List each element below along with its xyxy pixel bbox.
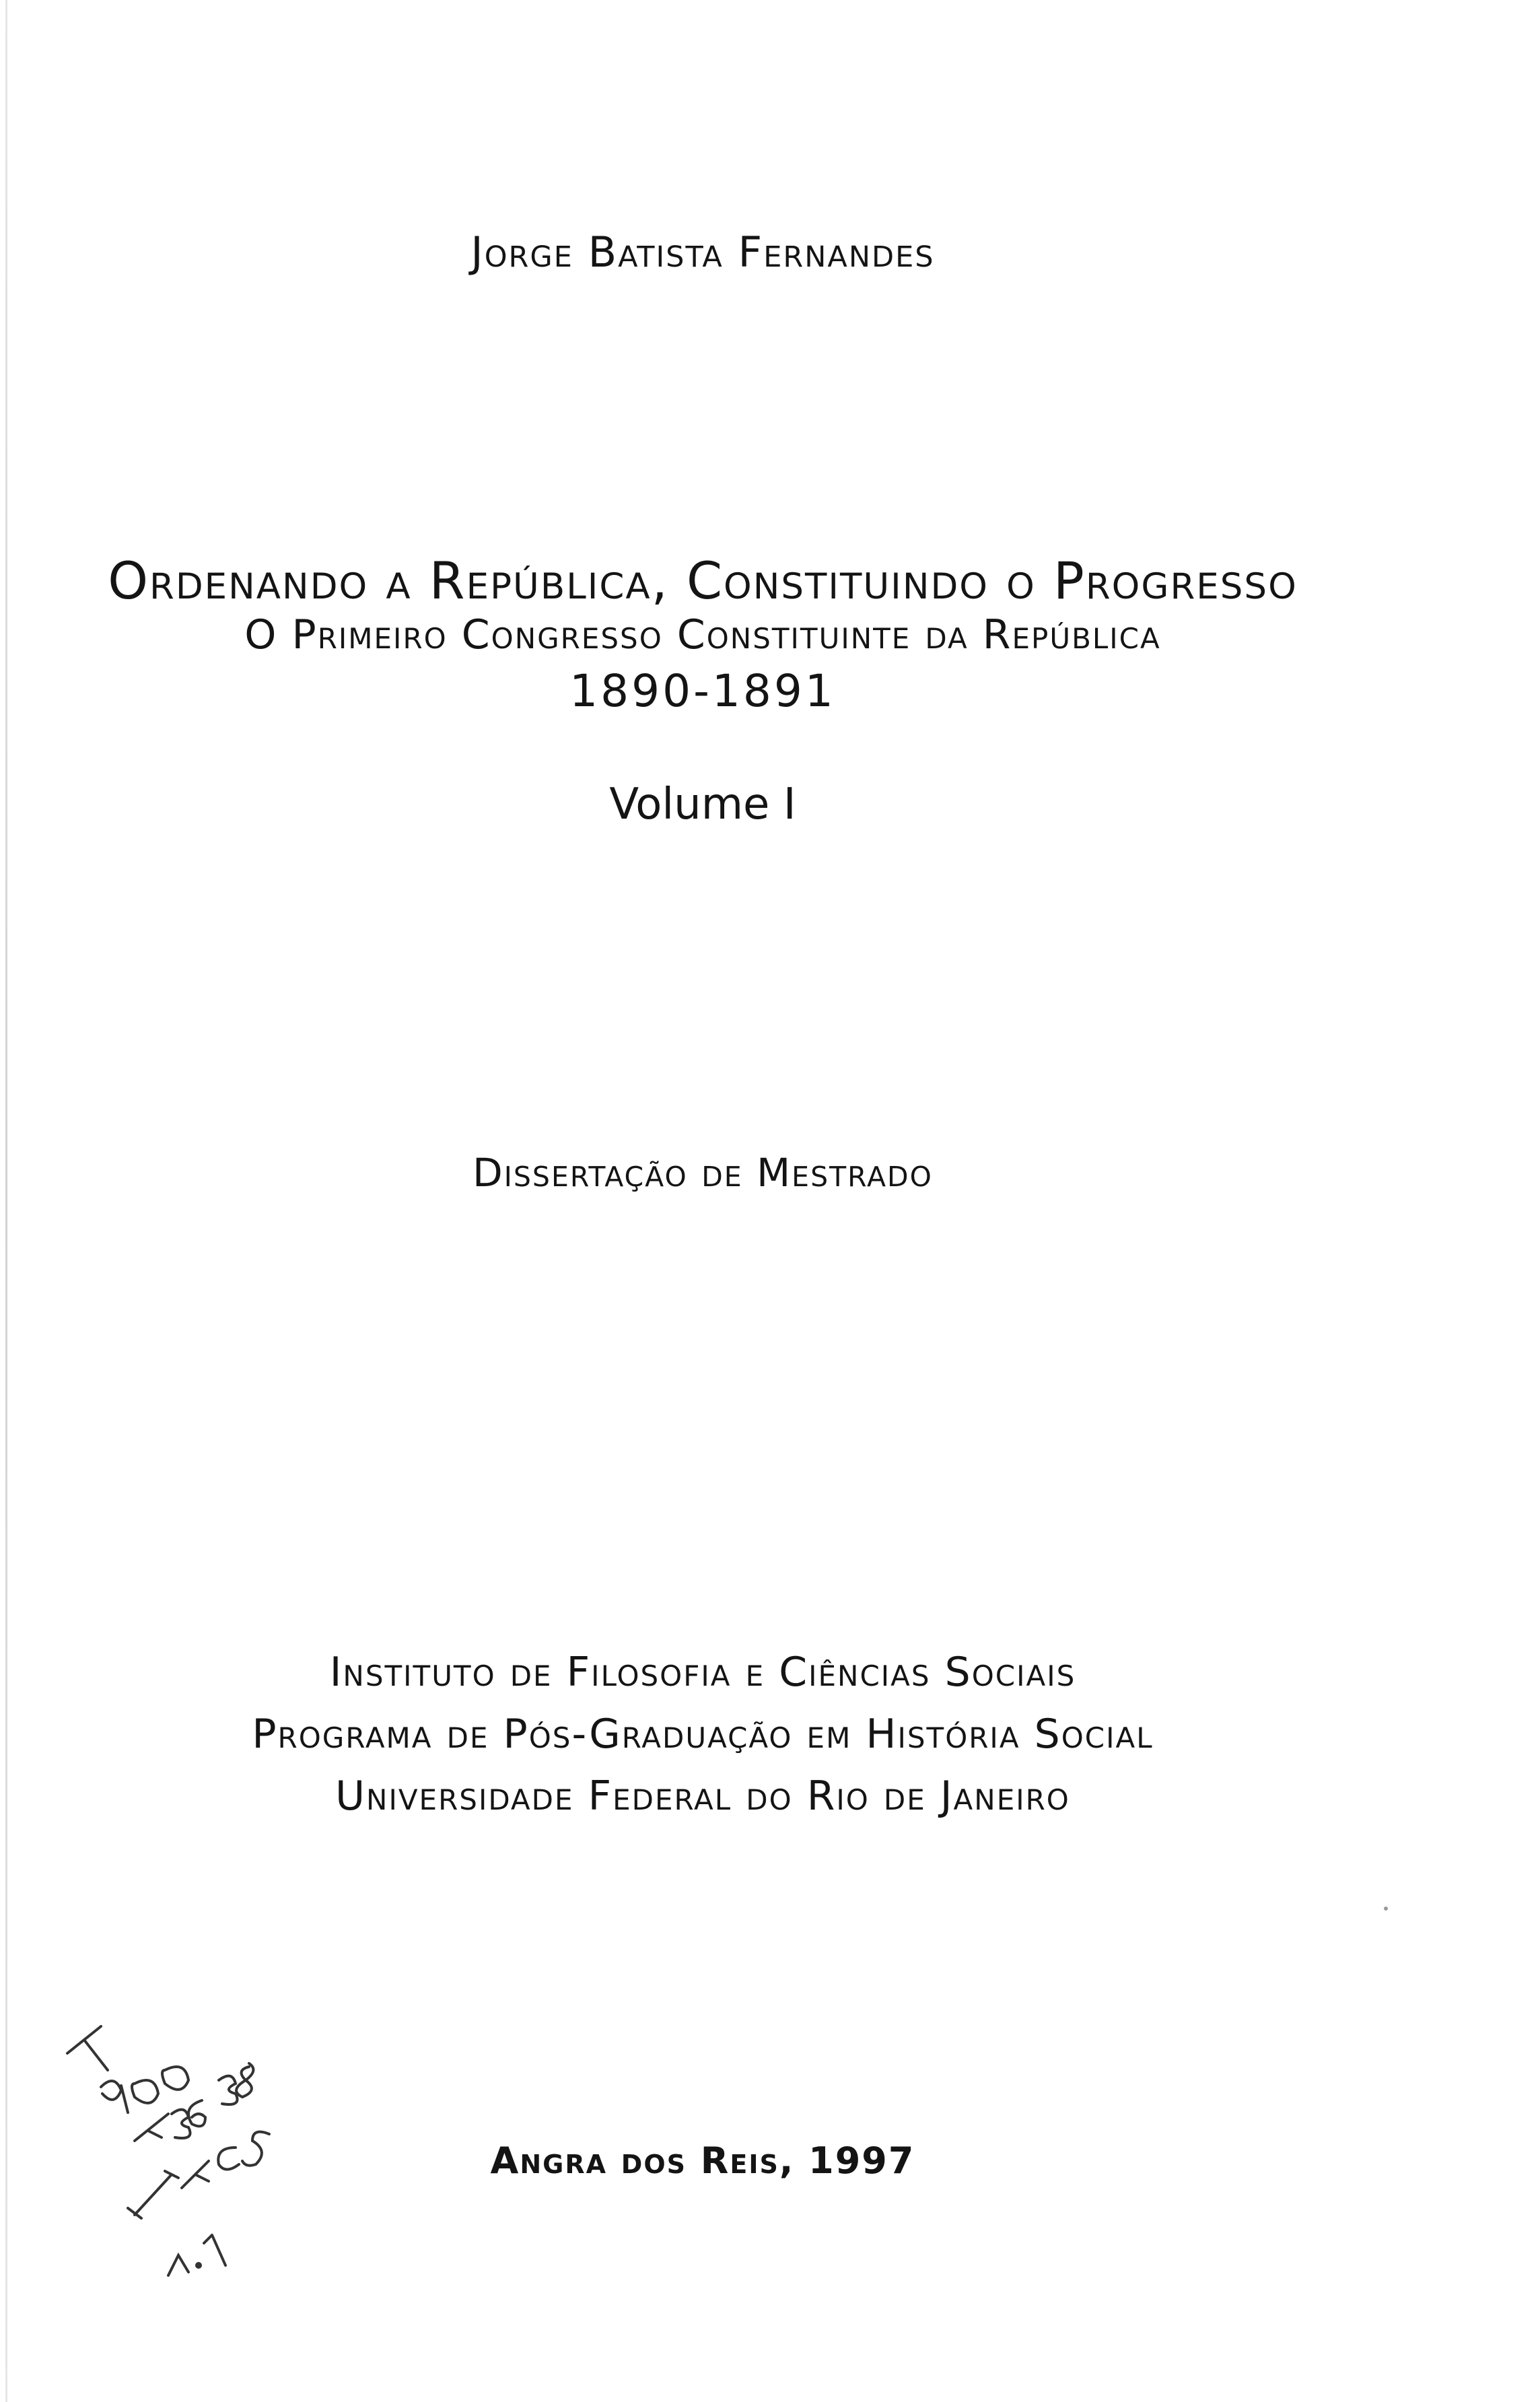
- author-name: Jorge Batista Fernandes: [470, 228, 935, 277]
- document-years: 1890-1891: [569, 665, 836, 717]
- volume-label: Volume I: [609, 780, 796, 829]
- institute-name: Instituto de Filosofia e Ciências Sociais: [329, 1649, 1076, 1696]
- handwritten-catalog-mark: [54, 2006, 310, 2302]
- paper-speck: [1384, 1907, 1388, 1911]
- document-subtitle: O Primeiro Congresso Constituinte da República: [244, 611, 1161, 658]
- university-name: Universidade Federal do Rio de Janeiro: [335, 1773, 1070, 1820]
- program-name: Programa de Pós-Graduação em História Social: [252, 1711, 1154, 1758]
- document-title: Ordenando a República, Constituindo o Progresso: [108, 551, 1298, 611]
- degree-type: Dissertação de Mestrado: [473, 1150, 933, 1196]
- institution-block: [0, 1641, 1405, 1827]
- place-year: Angra dos Reis, 1997: [490, 2139, 915, 2182]
- page-edge: [5, 0, 7, 2402]
